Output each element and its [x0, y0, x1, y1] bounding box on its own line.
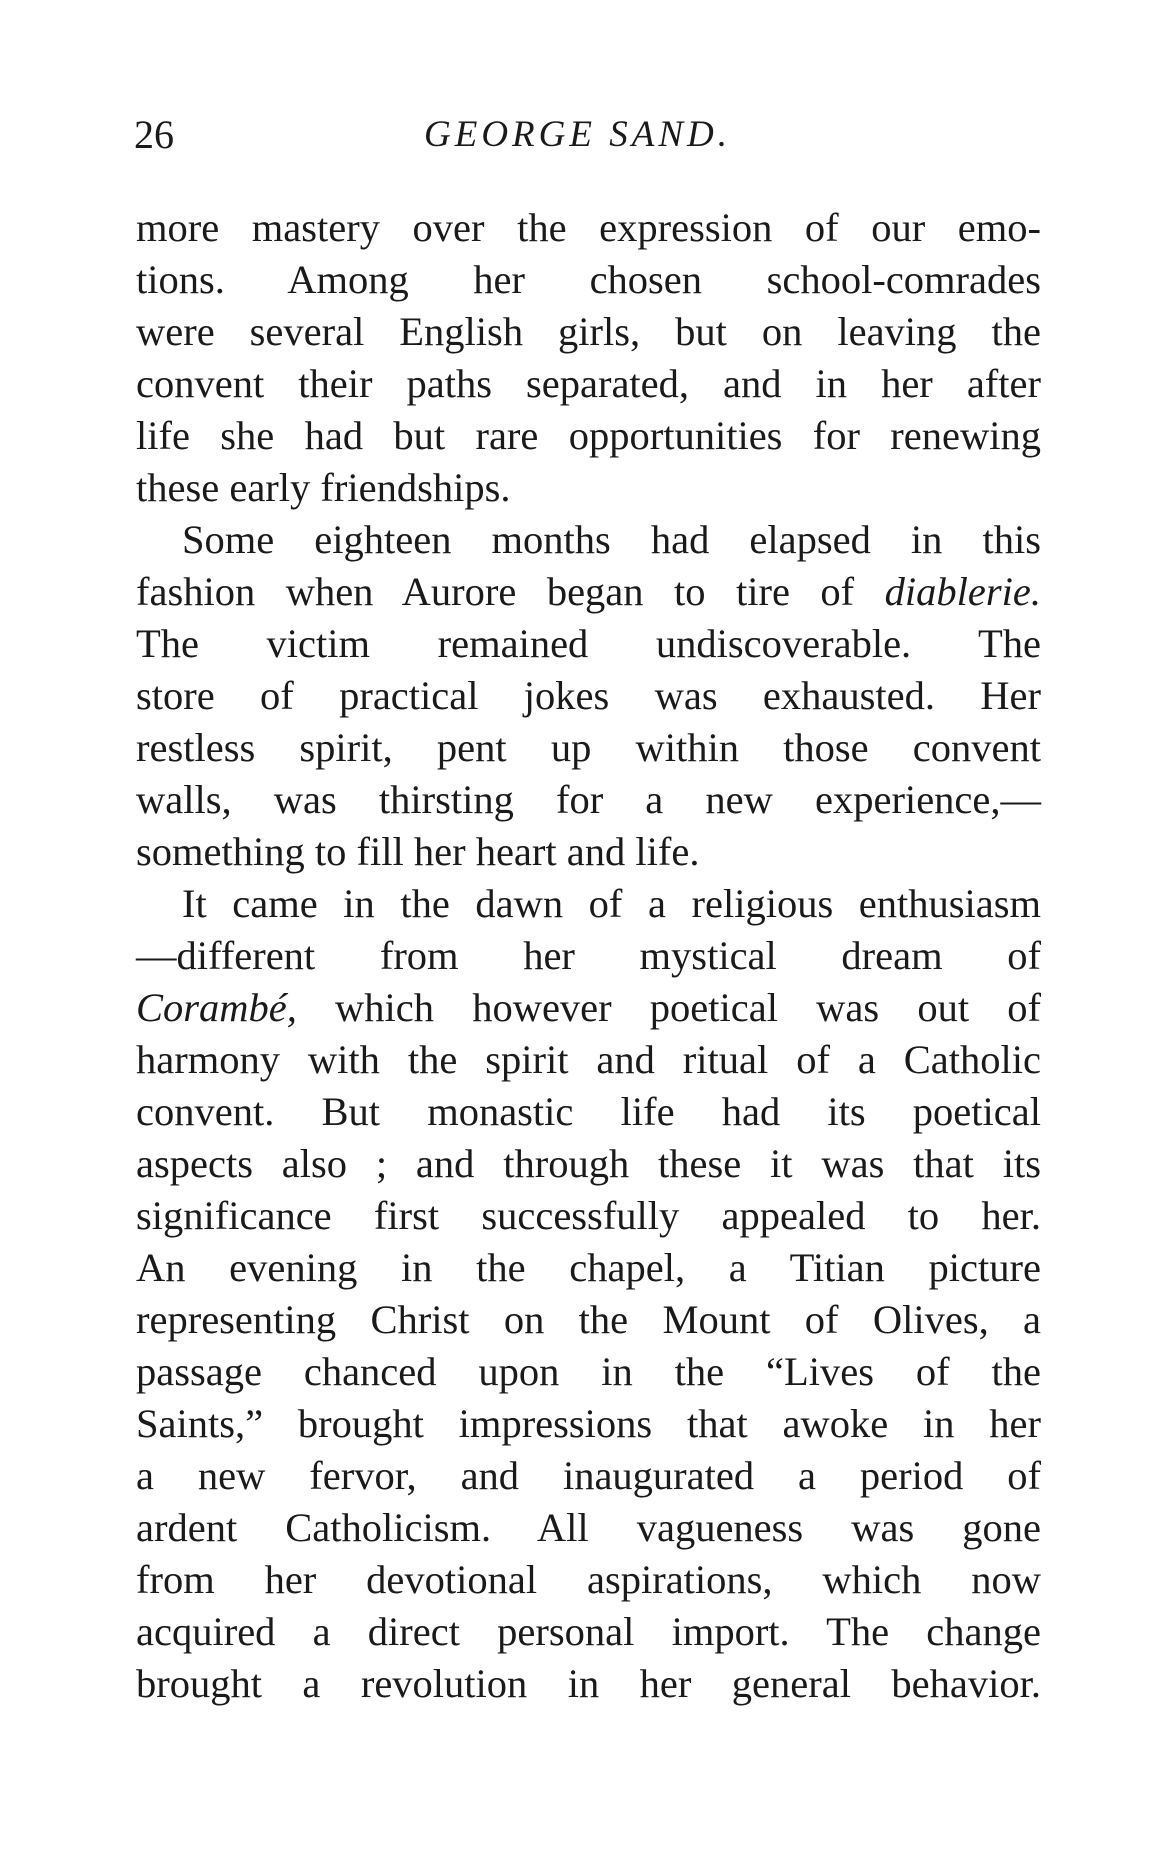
paragraph-2 [136, 514, 1041, 878]
text-line: An evening in the chapel, a Titian picture [136, 1245, 1041, 1290]
italic-word: Corambé, [136, 985, 297, 1030]
text-line: representing Christ on the Mount of Olives, a [136, 1297, 1041, 1342]
text-line: It came in the dawn of a religious enthusiasm [182, 881, 1041, 926]
text-line: acquired a direct personal import. The change [136, 1609, 1041, 1654]
text-line: store of practical jokes was exhausted. Her [136, 673, 1041, 718]
text-line: —different from her mystical dream of [136, 933, 1041, 978]
text-line: Some eighteen months had elapsed in this [182, 517, 1041, 562]
text-line: something to fill her heart and life. [136, 829, 700, 874]
text-line: passage chanced upon in the “Lives of the [136, 1349, 1041, 1394]
running-title: GEORGE SAND. [424, 114, 731, 155]
text-line: a new fervor, and inaugurated a period of [136, 1453, 1041, 1498]
text-line: these early friendships. [136, 465, 511, 510]
text-line: fashion when Aurore began to tire of diablerie. [136, 569, 1041, 614]
text-line: more mastery over the expression of our emo- [136, 205, 1041, 250]
page-number: 26 [134, 112, 174, 157]
text-line: tions. Among her chosen school-comrades [136, 257, 1041, 302]
paragraph-3 [136, 878, 1041, 1710]
italic-word: diablerie. [884, 569, 1041, 614]
text-line: from her devotional aspirations, which now [136, 1557, 1041, 1602]
text-line: restless spirit, pent up within those convent [136, 725, 1041, 770]
body-text [136, 202, 1041, 1710]
text-line: aspects also ; and through these it was that its [136, 1141, 1041, 1186]
text-line: Saints,” brought impressions that awoke in her [136, 1401, 1041, 1446]
text-line: walls, was thirsting for a new experience,— [136, 777, 1041, 822]
text-line: life she had but rare opportunities for renewing [136, 413, 1041, 458]
text-line: ardent Catholicism. All vagueness was gone [136, 1505, 1041, 1550]
text-line: brought a revolution in her general behavior. [136, 1661, 1041, 1706]
page-header [134, 105, 1043, 165]
text-line: harmony with the spirit and ritual of a Catholic [136, 1037, 1041, 1082]
text-line: The victim remained undiscoverable. The [136, 621, 1041, 666]
text-line: convent their paths separated, and in her after [136, 361, 1041, 406]
paragraph-1 [136, 202, 1041, 514]
text-line: convent. But monastic life had its poetical [136, 1089, 1041, 1134]
text-line: significance first successfully appealed to her. [136, 1193, 1041, 1238]
text-line: Corambé, which however poetical was out of [136, 985, 1041, 1030]
text-line: were several English girls, but on leaving the [136, 309, 1041, 354]
